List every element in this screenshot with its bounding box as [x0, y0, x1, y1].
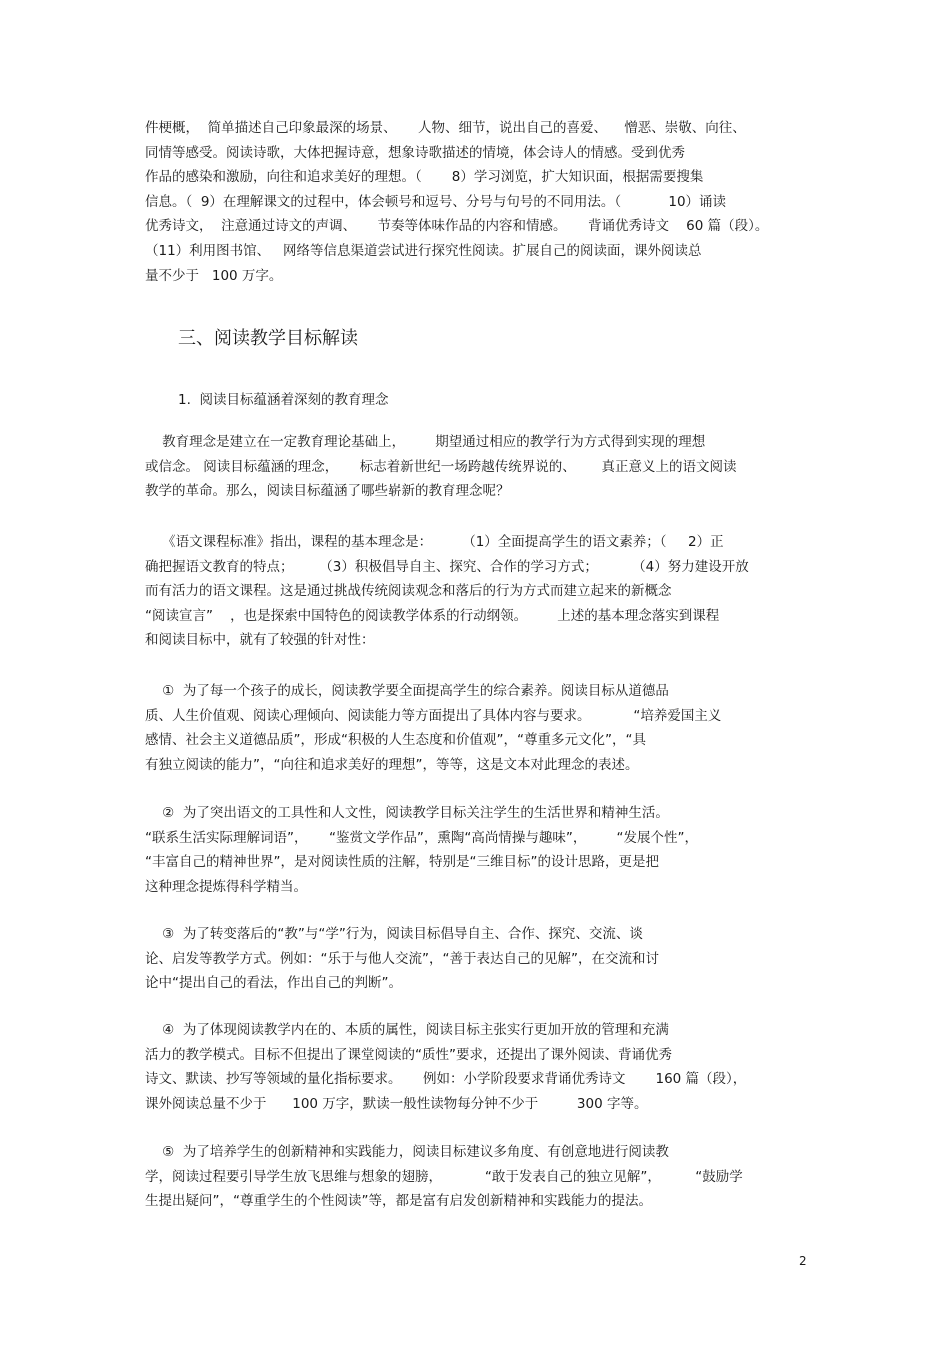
- subsection-heading: 1. 阅读目标蕴涵着深刻的教育理念: [178, 392, 389, 408]
- text-line: ② 为了突出语文的工具性和人文性，阅读教学目标关注学生的生活世界和精神生活。: [145, 805, 669, 821]
- text-line: 活力的教学模式。目标不但提出了课堂阅读的“质性”要求，还提出了课外阅读、背诵优秀: [145, 1046, 672, 1063]
- text-line: 而有活力的语文课程。这是通过挑战传统阅读观念和落后的行为方式而建立起来的新概念: [145, 583, 672, 600]
- text-line: 优秀诗文， 注意通过诗文的声调、 节奏等体味作品的内容和情感。 背诵优秀诗文 60 篇（段）。: [145, 218, 769, 235]
- text-line: 或信念。 阅读目标蕴涵的理念， 标志着新世纪一场跨越传统界说的、 真正意义上的语文阅读: [145, 458, 737, 475]
- text-line: 有独立阅读的能力”，“向往和追求美好的理想”，等等，这是文本对此理念的表述。: [145, 756, 639, 773]
- text-line: 信息。（ 9）在理解课文的过程中，体会顿号和逗号、分号与句号的不同用法。（ 10）诵读: [145, 193, 727, 210]
- text-line: 诗文、默读、抄写等领域的量化指标要求。 例如：小学阶段要求背诵优秀诗文 160 篇（段），: [145, 1071, 747, 1088]
- text-line: ① 为了每一个孩子的成长，阅读教学要全面提高学生的综合素养。阅读目标从道德品: [145, 683, 669, 699]
- text-line: “联系生活实际理解词语”， “鉴赏文学作品”，熏陶“高尚情操与趣味”， “发展个性”，: [145, 829, 698, 846]
- text-line: 确把握语文教育的特点； （3）积极倡导自主、探究、合作的学习方式； （4）努力建设开放: [145, 558, 749, 575]
- text-line: 同情等感受。阅读诗歌，大体把握诗意，想象诗歌描述的情境，体会诗人的情感。受到优秀: [145, 144, 685, 161]
- text-line: 质、人生价值观、阅读心理倾向、阅读能力等方面提出了具体内容与要求。 “培养爱国主义: [145, 707, 722, 724]
- text-line: “丰富自己的精神世界”，是对阅读性质的注解，特别是“三维目标”的设计思路，更是把: [145, 854, 659, 871]
- list-item-1: [145, 679, 815, 777]
- text-line: 论、启发等教学方式。例如：“乐于与他人交流”，“善于表达自己的见解”，在交流和讨: [145, 950, 659, 967]
- text-line: 这种理念提炼得科学精当。: [145, 878, 307, 895]
- paragraph-curriculum-standard: [145, 530, 815, 653]
- list-item-4: [145, 1018, 815, 1116]
- intro-paragraph: [145, 116, 815, 288]
- text-line: ④ 为了体现阅读教学内在的、本质的属性，阅读目标主张实行更加开放的管理和充满: [145, 1022, 669, 1038]
- text-line: 课外阅读总量不少于 100 万字，默读一般性读物每分钟不少于 300 字等。: [145, 1095, 648, 1112]
- text-line: 和阅读目标中，就有了较强的针对性：: [145, 632, 375, 649]
- text-line: 件梗概， 简单描述自己印象最深的场景、 人物、细节，说出自己的喜爱、 憎恶、崇敬、向往、: [145, 120, 746, 136]
- list-item-5: [145, 1140, 815, 1214]
- text-line: 感情、社会主义道德品质”，形成“积极的人生态度和价值观”，“尊重多元文化”，“具: [145, 732, 646, 749]
- text-line: 作品的感染和激励，向往和追求美好的理想。（ 8）学习浏览，扩大知识面，根据需要搜集: [145, 169, 704, 186]
- list-item-3: [145, 922, 815, 996]
- text-line: 《语文课程标准》指出，课程的基本理念是： （1）全面提高学生的语文素养；（ 2）正: [145, 534, 724, 550]
- text-line: ⑤ 为了培养学生的创新精神和实践能力，阅读目标建议多角度、有创意地进行阅读教: [145, 1144, 669, 1160]
- text-line: “阅读宣言” ，也是探索中国特色的阅读教学体系的行动纲领。 上述的基本理念落实到课程: [145, 607, 720, 624]
- section-heading: 三、阅读教学目标解读: [178, 328, 358, 349]
- text-line: 生提出疑问”，“尊重学生的个性阅读”等，都是富有启发创新精神和实践能力的提法。: [145, 1193, 652, 1210]
- text-line: 量不少于 100 万字。: [145, 267, 283, 284]
- list-item-2: [145, 801, 815, 899]
- page-number: 2: [799, 1254, 807, 1268]
- paragraph-education-concept: [145, 430, 815, 504]
- text-line: ③ 为了转变落后的“教”与“学”行为，阅读目标倡导自主、合作、探究、交流、谈: [145, 926, 643, 942]
- text-line: （11）利用图书馆、 网络等信息渠道尝试进行探究性阅读。扩展自己的阅读面，课外阅读总: [145, 242, 702, 259]
- text-line: 教育理念是建立在一定教育理论基础上， 期望通过相应的教学行为方式得到实现的理想: [145, 434, 706, 450]
- text-line: 论中“提出自己的看法，作出自己的判断”。: [145, 975, 402, 992]
- text-line: 教学的革命。那么，阅读目标蕴涵了哪些崭新的教育理念呢？: [145, 483, 510, 500]
- text-line: 学，阅读过程要引导学生放飞思维与想象的翅膀， “敢于发表自己的独立见解”， “鼓励学: [145, 1168, 743, 1185]
